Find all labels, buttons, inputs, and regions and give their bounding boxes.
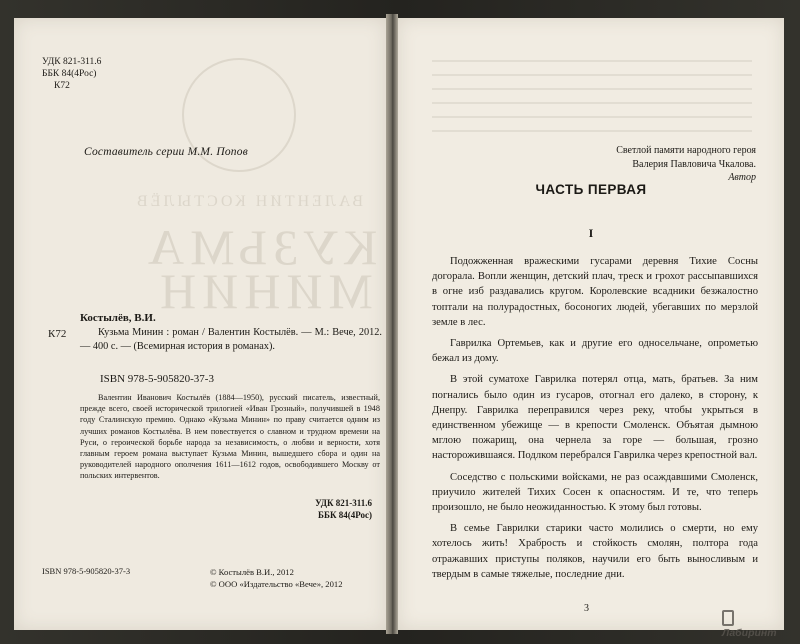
isbn: ISBN 978-5-905820-37-3 (100, 373, 214, 385)
paragraph: В этой суматохе Гаврилка потерял отца, мать, братьев. За ним погнались было один из гусаров, отогнал его далеко, в сторону, к Днепру. Гаврилка переправился через реку, чтобы укрыться в единственном убежище — в крепости Смоленск. Объятая дымною мглою пожарищ, она чернела за горе — большая, грозно насторожившаяся. Подлком перебрался Гаврилка через крепостной вал. (432, 374, 758, 462)
paragraph: Соседство с польскими войсками, не раз осаждавшими Смоленск, приучило жителей Тихих Сосен к опасностям. И те, что теперь произошло, не было неожиданностью. К этому был готовы. (432, 471, 758, 514)
classification-codes (42, 56, 101, 92)
udk-code-bottom: УДК 821-311.6 (315, 498, 372, 508)
dedication-signature: Автор (728, 172, 756, 183)
dedication (616, 144, 756, 185)
copyright-author: © Костылёв В.И., 2012 (210, 567, 294, 577)
paragraph: Подожженная вражескими гусарами деревня Тихие Сосны догорала. Вопли женщин, детский плач, треск и грохот рассыпавшихся в огне изб раздавались кругом. Королевские всадники безжалостно топтали на полурадостных, босоногих людей, убегавших по мерзлой земле в лес. (432, 256, 758, 328)
series-compiler: Составитель серии М.М. Попов (84, 146, 248, 158)
dedication-line: Светлой памяти народного героя (616, 145, 756, 156)
copyright (210, 566, 343, 590)
book-spine (386, 14, 398, 634)
watermark-text: Лабиринт (722, 627, 777, 639)
bbk-code-bottom: ББК 84(4Рос) (318, 510, 372, 520)
chapter-text (432, 254, 758, 588)
chapter-number: I (588, 226, 594, 240)
paragraph: Гаврилка Ортемьев, как и другие его односельчане, опрометью бежал из дому. (432, 338, 758, 365)
catalog-code: К72 (48, 328, 67, 340)
show-through-title: КУЗЬМА (142, 219, 378, 275)
author-mark: К72 (54, 81, 70, 91)
paragraph: В семье Гаврилки старики часто молились о смерти, но ему хотелось жить! Храбрость и стойкость смолян, полтора года отражавших приступы поляков, научили его быть выносливым и твердым в самые тяжелые, последние дни. (432, 523, 758, 580)
udk-code: УДК 821-311.6 (42, 57, 102, 67)
copyright-publisher: © ООО «Издательство «Вече», 2012 (210, 579, 343, 589)
book-description: Кузьма Минин : роман / Валентин Костылёв. — М.: Вече, 2012. — 400 с. — (Всемирная история в романах). (80, 327, 382, 352)
show-through-title: МИНИН (154, 263, 373, 319)
page-number: 3 (584, 603, 589, 614)
show-through-text (432, 60, 752, 144)
dedication-line: Валерия Павловича Чкалова. (632, 158, 756, 170)
left-page (14, 18, 386, 630)
watermark-logo (722, 610, 784, 639)
labirint-icon (722, 610, 734, 626)
bbk-code: ББК 84(4Рос) (42, 69, 97, 79)
bibliographic-author: Костылёв, В.И. (80, 312, 156, 324)
annotation: Валентин Иванович Костылёв (1884—1950), русский писатель, известный, прежде всего, своей исторической трилогией «Иван Грозный», получившей в 1948 году Сталинскую премию. Однако «Кузьма Минин» по праву считается одним из лучших романов Костылёва. В нем повествуется о славном и трудном времени на Руси, о героической борьбе народа за независимость, о любви и верности, хотя главным героем романа выступает Кузьма Минин, вышедшего сбора и один на руководителей народного ополчения 1611—1612 годов, освободившего Москву от польских интервентов. (80, 393, 380, 481)
part-heading: ЧАСТЬ ПЕРВАЯ (535, 182, 647, 197)
right-page (398, 18, 784, 639)
bottom-classification (315, 497, 372, 521)
show-through-author: ВАЛЕНТИН КОСТЫЛЁВ (134, 193, 363, 210)
isbn-bottom: ISBN 978-5-905820-37-3 (42, 566, 131, 576)
